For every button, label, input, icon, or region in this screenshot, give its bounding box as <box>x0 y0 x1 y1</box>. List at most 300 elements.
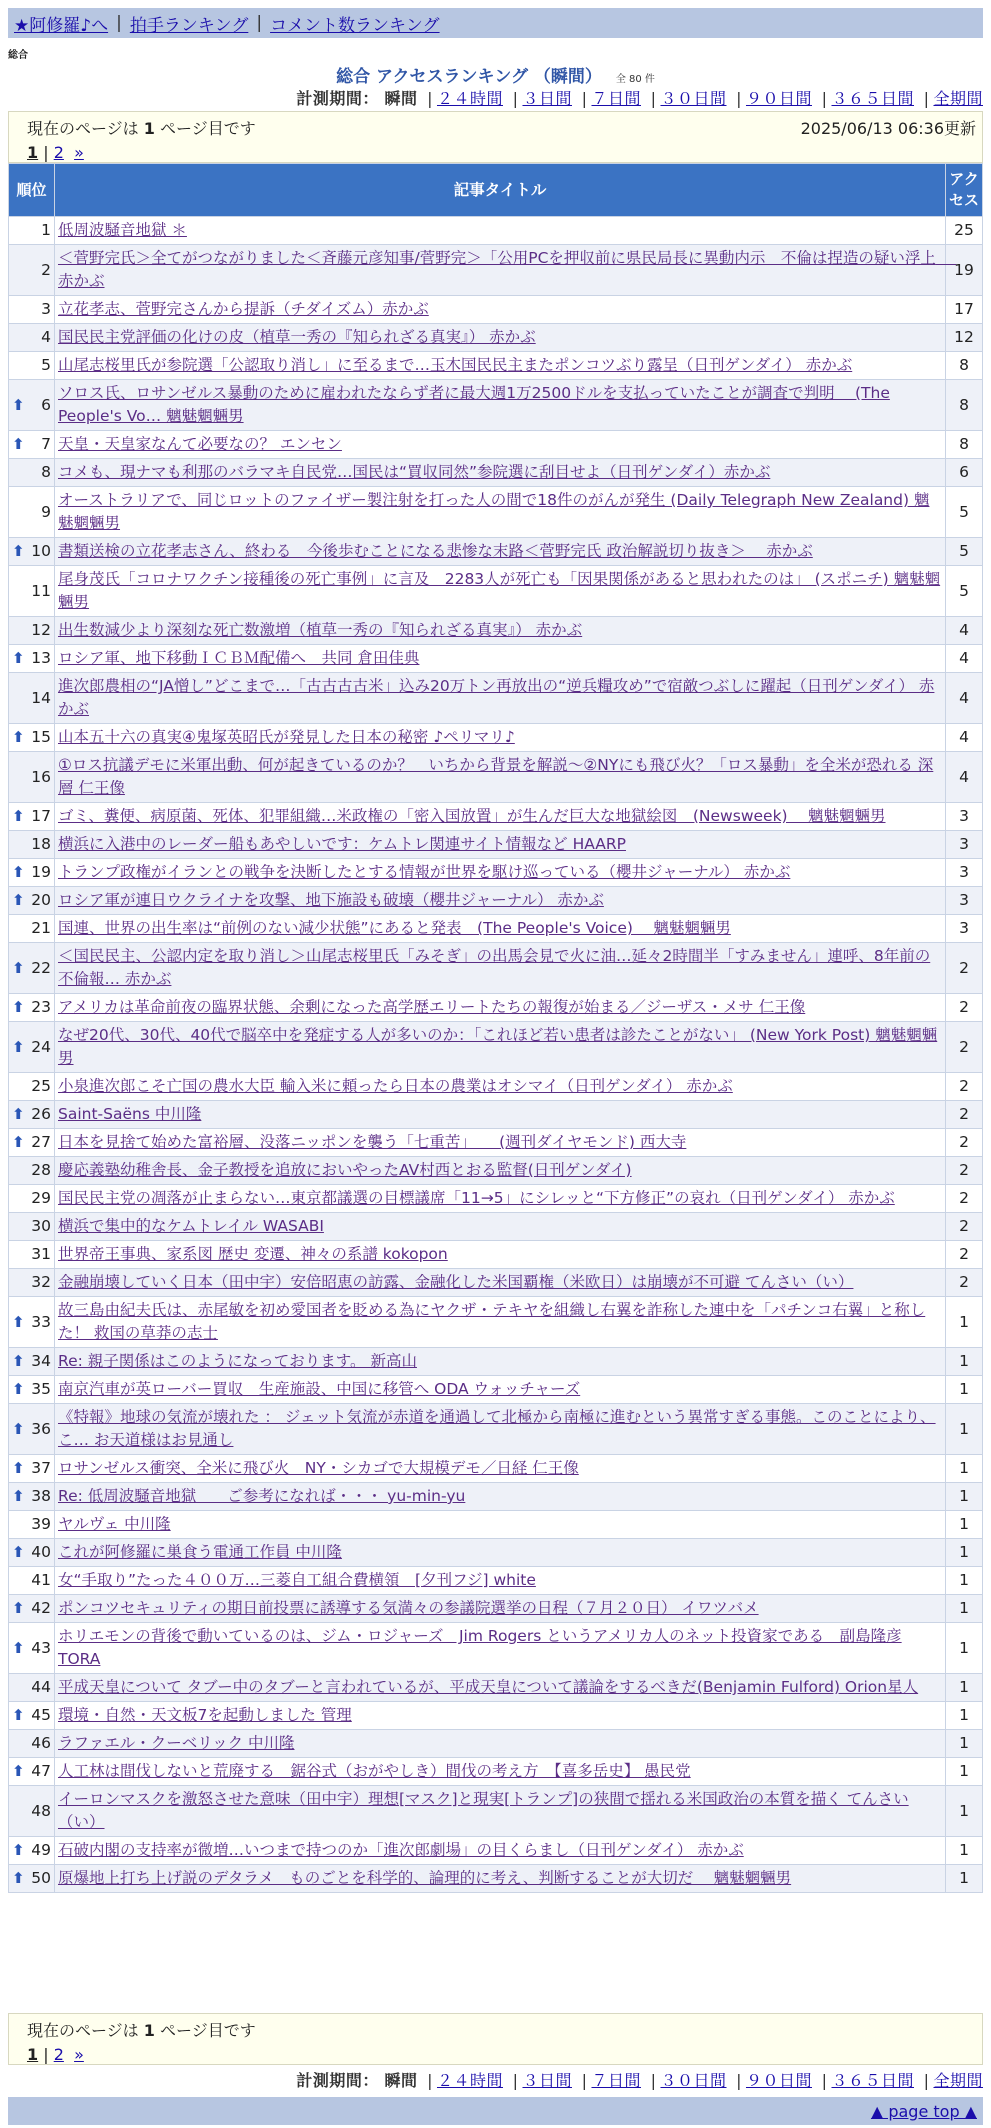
rank-cell <box>9 380 55 431</box>
access-count: 1 <box>946 1511 983 1539</box>
rank-cell <box>9 1567 55 1595</box>
next-page-link[interactable]: » <box>74 2045 84 2064</box>
rank-cell <box>9 487 55 538</box>
rank-cell <box>9 296 55 324</box>
rank-up-arrow-icon: ⬆ <box>12 1459 25 1477</box>
rank-cell <box>9 1786 55 1837</box>
access-count: 1 <box>946 1348 983 1376</box>
rank-number: 5 <box>41 356 51 374</box>
article-title-link[interactable]: ロサンゼルス衝突、全米に飛び火 NY・シカゴで大規模デモ／日経 仁王像 <box>58 1459 579 1477</box>
rank-number: 13 <box>31 649 51 667</box>
title-cell <box>55 459 946 487</box>
article-title-link[interactable]: ロシア軍が連日ウクライナを攻撃、地下施設も破壊（櫻井ジャーナル） 赤かぶ <box>58 891 604 909</box>
title-cell <box>55 1730 946 1758</box>
period-all-link[interactable]: 全期間 <box>933 2071 983 2090</box>
rank-number: 36 <box>31 1419 51 1438</box>
rank-number: 49 <box>31 1841 51 1859</box>
rank-number: 44 <box>31 1678 51 1696</box>
period-365d-link[interactable]: ３６５日間 <box>831 2071 914 2090</box>
rank-number: 20 <box>31 891 51 909</box>
table-row <box>9 673 983 724</box>
period-label: 計測期間： <box>296 2071 379 2090</box>
table-row <box>9 1297 983 1348</box>
rank-up-arrow-icon: ⬆ <box>12 1352 25 1370</box>
page-title <box>0 62 991 87</box>
rank-number: 34 <box>31 1352 51 1370</box>
access-count: 1 <box>946 1376 983 1404</box>
article-title-link[interactable]: ＜国民民主、公認内定を取り消し＞山尾志桜里氏「みそぎ」の出馬会見で火に油…延々2時間半「すみません」連呼、8年前の不倫報… 赤かぶ <box>58 947 931 988</box>
rank-up-arrow-icon: ⬆ <box>12 1487 25 1505</box>
rank-number: 28 <box>31 1161 51 1179</box>
article-title-link[interactable]: 金融崩壊していく日本（田中宇）安倍昭恵の訪露、金融化した米国覇権（米欧日）は崩壊が不可避 てんさい（い） <box>58 1273 854 1291</box>
table-row <box>9 1702 983 1730</box>
article-title-link[interactable]: 天皇・天皇家なんて必要なの？ エンセン <box>58 435 342 453</box>
table-row <box>9 915 983 943</box>
page-top-link[interactable]: ▲ page top ▲ <box>870 2101 977 2121</box>
access-count: 1 <box>946 1786 983 1837</box>
rank-number: 37 <box>31 1459 51 1477</box>
rank-number: 47 <box>31 1762 51 1780</box>
article-title-link[interactable]: ロシア軍、地下移動ＩＣＢＭ配備へ 共同 倉田佳典 <box>58 649 420 667</box>
article-title-link[interactable]: コメも、現ナマも利那のバラマキ自民党…国民は“買収同然”参院選に刮目せよ（日刊ゲンダイ）赤かぶ <box>58 463 771 481</box>
rank-cell <box>9 724 55 752</box>
rank-up-arrow-icon: ⬆ <box>12 1841 25 1859</box>
title-cell <box>55 245 957 296</box>
rank-up-arrow-icon: ⬆ <box>12 863 25 881</box>
title-cell <box>55 538 946 566</box>
access-count: 5 <box>946 487 983 538</box>
period-3d-link[interactable]: ３日間 <box>522 89 572 108</box>
table-row <box>9 1157 983 1185</box>
access-count: 12 <box>946 324 983 352</box>
rank-number: 32 <box>31 1273 51 1291</box>
access-count: 1 <box>946 1758 983 1786</box>
table-row <box>9 431 983 459</box>
table-row <box>9 803 983 831</box>
title-cell <box>55 994 946 1022</box>
title-cell <box>55 1758 946 1786</box>
table-row <box>9 1101 983 1129</box>
access-count: 2 <box>946 1129 983 1157</box>
title-cell <box>55 752 946 803</box>
period-24h-link[interactable]: ２４時間 <box>436 2071 503 2090</box>
access-count: 3 <box>946 831 983 859</box>
title-cell <box>55 352 946 380</box>
rank-cell <box>9 538 55 566</box>
rank-number: 33 <box>31 1312 51 1331</box>
rank-up-arrow-icon: ⬆ <box>12 1762 25 1780</box>
rank-number: 12 <box>31 621 51 639</box>
table-row <box>9 617 983 645</box>
period-7d-link[interactable]: ７日間 <box>591 89 641 108</box>
article-title-link[interactable]: 女“手取り”たった４００万…三菱自工組合費横領 [夕刊フジ] white <box>58 1571 536 1589</box>
home-link[interactable]: ★阿修羅♪へ <box>14 15 109 36</box>
rank-up-arrow-icon: ⬆ <box>12 998 25 1016</box>
rank-cell <box>9 1702 55 1730</box>
period-24h-link[interactable]: ２４時間 <box>436 89 503 108</box>
table-row <box>9 645 983 673</box>
article-title-link[interactable]: 低周波騒音地獄 ＊ <box>58 221 187 239</box>
table-row <box>9 1129 983 1157</box>
access-count: 3 <box>946 915 983 943</box>
period-current: 瞬間 <box>384 2071 418 2090</box>
period-30d-link[interactable]: ３０日間 <box>660 2071 727 2090</box>
article-title-link[interactable]: 《特報》地球の気流が壊れた ： ジェット気流が赤道を通過して北極から南極に進むという異常すぎる事態。このことにより、こ… お天道様はお見通し <box>58 1408 936 1449</box>
table-row <box>9 1073 983 1101</box>
rank-cell <box>9 1185 55 1213</box>
rank-cell <box>9 1511 55 1539</box>
article-title-link[interactable]: 進次郎農相の“JA憎し”どこまで…「古古古古米」込み20万トン再放出の“逆兵糧攻め”で宿敵つぶしに躍起（日刊ゲンダイ） 赤かぶ <box>58 677 935 718</box>
article-title-link[interactable]: なぜ20代、30代、40代で脳卒中を発症する人が多いのか：「これほど若い患者は診たことがない」 (New York Post) 魑魅魍魎男 <box>58 1026 938 1067</box>
article-title-link[interactable]: 立花孝志、菅野完さんから提訴（チダイズム）赤かぶ <box>58 300 429 318</box>
article-title-link[interactable]: 小泉進次郎こそ亡国の農水大臣 輸入米に頼ったら日本の農業はオシマイ（日刊ゲンダイ） 赤かぶ <box>58 1077 733 1095</box>
title-cell <box>55 1185 946 1213</box>
rank-cell <box>9 617 55 645</box>
rank-up-arrow-icon: ⬆ <box>12 1037 25 1056</box>
title-cell <box>55 724 946 752</box>
title-cell <box>55 487 946 538</box>
title-cell <box>55 1567 946 1595</box>
title-cell <box>55 1269 946 1297</box>
rank-number: 35 <box>31 1380 51 1398</box>
period-3d-link[interactable]: ３日間 <box>522 2071 572 2090</box>
access-count: 2 <box>946 994 983 1022</box>
access-count: 3 <box>946 887 983 915</box>
access-count: 1 <box>946 1837 983 1865</box>
access-count: 2 <box>946 1185 983 1213</box>
access-count: 1 <box>946 1539 983 1567</box>
rank-cell <box>9 1129 55 1157</box>
article-title-link[interactable]: 山本五十六の真実④鬼塚英昭氏が発見した日本の秘密 ♪ペリマリ♪ <box>58 728 515 746</box>
rank-number: 42 <box>31 1599 51 1617</box>
rank-cell <box>9 994 55 1022</box>
article-title-link[interactable]: 国民民主党の凋落が止まらない…東京都議選の目標議席「11→5」にシレッと“下方修正”の哀れ（日刊ゲンダイ） 赤かぶ <box>58 1189 895 1207</box>
title-cell <box>55 1241 946 1269</box>
access-count: 2 <box>946 1213 983 1241</box>
title-cell <box>55 1623 946 1674</box>
table-row <box>9 538 983 566</box>
rank-up-arrow-icon: ⬆ <box>12 1543 25 1561</box>
rank-number: 23 <box>31 998 51 1016</box>
pager-status: 現在のページは 1 ページ目です <box>27 119 256 138</box>
title-cell <box>55 431 946 459</box>
rank-cell <box>9 1213 55 1241</box>
access-count: 1 <box>946 1702 983 1730</box>
access-count: 1 <box>946 1674 983 1702</box>
article-title-link[interactable]: 平成天皇について タブー中のタブーと言われているが、平成天皇について議論をするべきだ(Benjamin Fulford) Orion星人 <box>58 1678 919 1696</box>
rank-number: 21 <box>31 919 51 937</box>
article-title-link[interactable]: 尾身茂氏「コロナワクチン接種後の死亡事例」に言及 2283人が死亡も「因果関係があると思われたのは」 (スポニチ) 魑魅魍魎男 <box>58 570 941 611</box>
pagination-bottom: 1 | 2 » <box>27 2045 84 2064</box>
article-title-link[interactable]: 環境・自然・天文板7を起動しました 管理 <box>58 1706 352 1724</box>
rank-number: 11 <box>31 581 51 600</box>
period-365d-link[interactable]: ３６５日間 <box>831 89 914 108</box>
title-cell <box>55 915 946 943</box>
rank-up-arrow-icon: ⬆ <box>12 395 25 414</box>
period-selector-bottom: 計測期間： 瞬間 | ２４時間 | ３日間 | ７日間 | ３０日間 | ９０日間 | ３６５日間 | 全期間 <box>296 2071 983 2090</box>
article-title-link[interactable]: トランプ政権がイランとの戦争を決断したとする情報が世界を駆け巡っている（櫻井ジャーナル） 赤かぶ <box>58 863 791 881</box>
title-cell <box>55 943 946 994</box>
title-cell <box>55 617 946 645</box>
rank-up-arrow-icon: ⬆ <box>12 542 25 560</box>
rank-cell <box>9 1101 55 1129</box>
table-row <box>9 724 983 752</box>
title-cell <box>55 566 946 617</box>
title-cell <box>55 1865 946 1893</box>
article-title-link[interactable]: ラファエル・クーベリック 中川隆 <box>58 1734 295 1752</box>
rank-up-arrow-icon: ⬆ <box>12 1312 25 1331</box>
table-row <box>9 994 983 1022</box>
period-label: 計測期間： <box>296 89 379 108</box>
rank-cell <box>9 1376 55 1404</box>
access-count: 17 <box>946 296 983 324</box>
pagination: 1 | 2 » <box>27 143 84 162</box>
rank-cell <box>9 859 55 887</box>
title-cell <box>55 1297 946 1348</box>
title-cell <box>55 1483 946 1511</box>
access-count: 4 <box>946 724 983 752</box>
access-count: 2 <box>946 943 983 994</box>
rank-number: 4 <box>41 328 51 346</box>
rank-number: 16 <box>31 767 51 786</box>
rank-number: 1 <box>41 221 51 239</box>
rank-up-arrow-icon: ⬆ <box>12 435 25 453</box>
table-row <box>9 859 983 887</box>
article-title-link[interactable]: ホリエモンの背後で動いているのは、ジム・ロジャーズ Jim Rogers というアメリカ人のネット投資家である 副島隆彦 TORA <box>58 1627 902 1668</box>
rank-number: 9 <box>41 502 51 521</box>
footer-bar <box>8 2097 983 2125</box>
article-title-link[interactable]: ゴミ、糞便、病原菌、死体、犯罪組織…米政権の「密入国放置」が生んだ巨大な地獄絵図 (Newsweek) 魑魅魍魎男 <box>58 807 886 825</box>
rank-number: 29 <box>31 1189 51 1207</box>
article-title-link[interactable]: 国連、世界の出生率は“前例のない減少状態”にあると発表 (The People's Voice) 魑魅魍魎男 <box>58 919 731 937</box>
access-count: 2 <box>946 1101 983 1129</box>
access-count: 2 <box>946 1073 983 1101</box>
access-count: 1 <box>946 1297 983 1348</box>
pager-status-bottom: 現在のページは 1 ページ目です <box>27 2021 256 2040</box>
table-row <box>9 1455 983 1483</box>
rank-cell <box>9 1483 55 1511</box>
title-cell <box>55 1213 946 1241</box>
title-cell <box>55 859 946 887</box>
title-cell <box>55 831 946 859</box>
article-title-link[interactable]: Saint-Saëns 中川隆 <box>58 1105 202 1123</box>
title-cell <box>55 1101 946 1129</box>
rank-cell <box>9 1022 55 1073</box>
rank-number: 22 <box>31 958 51 977</box>
rank-cell <box>9 1241 55 1269</box>
access-count: 1 <box>946 1567 983 1595</box>
item-count: 全 80 件 <box>615 74 655 85</box>
rank-cell <box>9 1455 55 1483</box>
rank-cell <box>9 352 55 380</box>
article-title-link[interactable]: これが阿修羅に巣食う電通工作員 中川隆 <box>58 1543 342 1561</box>
rank-up-arrow-icon: ⬆ <box>12 1706 25 1724</box>
rank-number: 39 <box>31 1515 51 1533</box>
table-row <box>9 1483 983 1511</box>
table-row <box>9 324 983 352</box>
table-row <box>9 352 983 380</box>
period-current: 瞬間 <box>384 89 418 108</box>
rank-up-arrow-icon: ⬆ <box>12 958 25 977</box>
rank-cell <box>9 1674 55 1702</box>
rank-number: 46 <box>31 1734 51 1752</box>
rank-number: 40 <box>31 1543 51 1561</box>
table-row <box>9 487 983 538</box>
table-row <box>9 1623 983 1674</box>
comment-ranking-link[interactable]: コメント数ランキング <box>270 15 440 36</box>
title-cell <box>55 803 946 831</box>
access-count: 8 <box>946 431 983 459</box>
article-title-link[interactable]: 世界帝王事典、家系図 歴史 変遷、神々の系譜 kokopon <box>58 1245 448 1263</box>
article-title-link[interactable]: 南京汽車が英ローバー買収 生産施設、中国に移管へ ODA ウォッチャーズ <box>58 1380 581 1398</box>
rank-number: 24 <box>31 1037 51 1056</box>
page-title-text: 総合 アクセスランキング （瞬間） <box>336 67 602 87</box>
access-count: 1 <box>946 1865 983 1893</box>
title-cell <box>55 1455 946 1483</box>
period-90d-link[interactable]: ９０日間 <box>745 2071 812 2090</box>
table-row <box>9 1758 983 1786</box>
rank-number: 19 <box>31 863 51 881</box>
table-row <box>9 1348 983 1376</box>
rank-cell <box>9 831 55 859</box>
rank-number: 25 <box>31 1077 51 1095</box>
next-page-link[interactable]: » <box>74 143 84 162</box>
page-2-link[interactable]: 2 <box>53 143 64 162</box>
access-count: 2 <box>946 1022 983 1073</box>
access-count: 6 <box>946 459 983 487</box>
page-1-current: 1 <box>27 2045 39 2064</box>
rank-cell <box>9 1269 55 1297</box>
table-row <box>9 1185 983 1213</box>
period-all-link[interactable]: 全期間 <box>933 89 983 108</box>
article-title-link[interactable]: 横浜で集中的なケムトレイル WASABI <box>58 1217 324 1235</box>
category-label: 総合 <box>8 50 28 61</box>
rank-cell <box>9 752 55 803</box>
title-cell <box>55 1539 946 1567</box>
access-header: アクセス <box>946 164 983 217</box>
rank-cell <box>9 1730 55 1758</box>
access-count: 2 <box>946 1241 983 1269</box>
rank-cell <box>9 887 55 915</box>
article-title-link[interactable]: 山尾志桜里氏が参院選「公認取り消し」に至るまで…玉木国民民主またポンコツぶり露呈（日刊ゲンダイ） 赤かぶ <box>58 356 853 374</box>
article-title-link[interactable]: 石破内閣の支持率が微増…いつまで持つのか「進次郎劇場」の目くらまし（日刊ゲンダイ） 赤かぶ <box>58 1841 744 1859</box>
applause-ranking-link[interactable]: 拍手ランキング <box>129 15 249 36</box>
table-row <box>9 1213 983 1241</box>
article-title-link[interactable]: 故三島由紀夫氏は、赤尾敏を初め愛国者を貶める為にヤクザ・テキヤを組織し右翼を詐称した連中を「パチンコ右翼」と称した！ 救国の草莽の志士 <box>58 1301 926 1342</box>
updated-timestamp: 2025/06/13 06:36更新 <box>800 119 976 138</box>
article-title-link[interactable]: 原爆地上打ち上げ説のデタラメ ものごとを科学的、論理的に考え、判断することが大切だ 魑魅魍魎男 <box>58 1869 792 1887</box>
article-title-link[interactable]: 国民民主党評価の化けの皮（植草一秀の『知られざる真実』） 赤かぶ <box>58 328 536 346</box>
table-row <box>9 566 983 617</box>
table-row <box>9 217 983 245</box>
separator: | <box>256 13 263 33</box>
period-30d-link[interactable]: ３０日間 <box>660 89 727 108</box>
top-nav <box>8 8 983 38</box>
rank-up-arrow-icon: ⬆ <box>12 1419 25 1438</box>
rank-up-arrow-icon: ⬆ <box>12 1133 25 1151</box>
article-title-link[interactable]: 書類送検の立花孝志さん、終わる 今後歩むことになる悲惨な末路＜菅野完氏 政治解説切り抜き＞ 赤かぶ <box>58 542 813 560</box>
title-cell <box>55 887 946 915</box>
title-cell <box>55 673 946 724</box>
access-count: 8 <box>946 352 983 380</box>
article-title-link[interactable]: イーロンマスクを激怒させた意味（田中宇）理想[マスク]と現実[トランプ]の狭間で揺れる米国政治の本質を描く てんさい（い） <box>58 1790 909 1831</box>
access-count: 4 <box>946 617 983 645</box>
rank-cell <box>9 459 55 487</box>
table-row <box>9 296 983 324</box>
rank-number: 26 <box>31 1105 51 1123</box>
pager-top <box>8 111 983 163</box>
title-cell <box>55 1674 946 1702</box>
article-title-link[interactable]: オーストラリアで、同じロットのファイザー製注射を打った人の間で18件のがんが発生 (Daily Telegraph New Zealand) 魑魅魍魎男 <box>58 491 930 532</box>
rank-cell <box>9 803 55 831</box>
title-header: 記事タイトル <box>55 164 946 217</box>
article-title-link[interactable]: 横浜に入港中のレーダー船もあやしいです：ケムトレ関連サイト情報など HAARP <box>58 835 626 853</box>
access-count: 2 <box>946 1157 983 1185</box>
rank-cell <box>9 324 55 352</box>
table-row <box>9 1269 983 1297</box>
rank-cell <box>9 1297 55 1348</box>
pager-bottom <box>8 2013 983 2065</box>
article-title-link[interactable]: ＜菅野完氏＞全てがつながりました＜斉藤元彦知事/菅野完＞「公用PCを押収前に県民局長に異動内示 不倫は捏造の疑い浮上 赤かぶ <box>58 249 957 290</box>
period-7d-link[interactable]: ７日間 <box>591 2071 641 2090</box>
rank-cell <box>9 1073 55 1101</box>
page-2-link[interactable]: 2 <box>53 2045 64 2064</box>
rank-up-arrow-icon: ⬆ <box>12 1638 25 1657</box>
article-title-link[interactable]: 慶応義塾幼稚舎長、金子教授を追放においやったAV村西とおる監督(日刊ゲンダイ) <box>58 1161 632 1179</box>
table-row <box>9 831 983 859</box>
table-row <box>9 1730 983 1758</box>
article-title-link[interactable]: 人工林は間伐しないと荒廃する 鋸谷式（おがやしき）間伐の考え方 【喜多岳史】 愚民党 <box>58 1762 691 1780</box>
title-cell <box>55 645 946 673</box>
title-cell <box>55 1595 946 1623</box>
rank-number: 6 <box>41 395 51 414</box>
article-title-link[interactable]: 日本を見捨て始めた富裕層、没落ニッポンを襲う「七重苦」 (週刊ダイヤモンド) 西大寺 <box>58 1133 687 1151</box>
rank-number: 38 <box>31 1487 51 1505</box>
table-row <box>9 1786 983 1837</box>
rank-number: 2 <box>41 260 51 279</box>
separator: | <box>116 13 122 33</box>
rank-cell <box>9 1595 55 1623</box>
access-count: 3 <box>946 859 983 887</box>
rank-up-arrow-icon: ⬆ <box>12 1599 25 1617</box>
period-selector-top: 計測期間： 瞬間 | ２４時間 | ３日間 | ７日間 | ３０日間 | ９０日間 | ３６５日間 | 全期間 <box>296 89 983 108</box>
article-title-link[interactable]: ヤルヴェ 中川隆 <box>58 1515 171 1533</box>
rank-cell <box>9 217 55 245</box>
rank-number: 3 <box>41 300 51 318</box>
access-count: 1 <box>946 1455 983 1483</box>
title-cell <box>55 1404 946 1455</box>
title-cell <box>55 1129 946 1157</box>
rank-number: 18 <box>31 835 51 853</box>
rank-number: 31 <box>31 1245 51 1263</box>
period-90d-link[interactable]: ９０日間 <box>745 89 812 108</box>
article-title-link[interactable]: ポンコツセキュリティの期日前投票に誘導する気満々の参議院選挙の日程（７月２０日） イワツバメ <box>58 1599 759 1617</box>
article-title-link[interactable]: Re: 親子関係はこのようになっております。 新高山 <box>58 1352 417 1370</box>
article-title-link[interactable]: ①ロス抗議デモに米軍出動、何が起きているのか？ いちから背景を解説〜②NYにも飛び火？「ロス暴動」を全米が恐れる 深層 仁王像 <box>58 756 934 797</box>
rank-up-arrow-icon: ⬆ <box>12 728 25 746</box>
table-row <box>9 1595 983 1623</box>
access-count: 2 <box>946 1269 983 1297</box>
table-row <box>9 752 983 803</box>
article-title-link[interactable]: ソロス氏、ロサンゼルス暴動のために雇われたならず者に最大週1万2500ドルを支払っていたことが調査で判明 (The People's Vo… 魑魅魍魎男 <box>58 384 890 425</box>
rank-cell <box>9 566 55 617</box>
title-cell <box>55 1376 946 1404</box>
article-title-link[interactable]: アメリカは革命前夜の臨界状態、余剰になった高学歴エリートたちの報復が始まる／ジーザス・メサ 仁王像 <box>58 998 806 1016</box>
article-title-link[interactable]: 出生数減少より深刻な死亡数激増（植草一秀の『知られざる真実』） 赤かぶ <box>58 621 583 639</box>
ranking-table <box>8 163 983 1893</box>
rank-cell <box>9 1539 55 1567</box>
article-title-link[interactable]: Re: 低周波騒音地獄 ご参考になれば・・・ yu-min-yu <box>58 1487 466 1505</box>
